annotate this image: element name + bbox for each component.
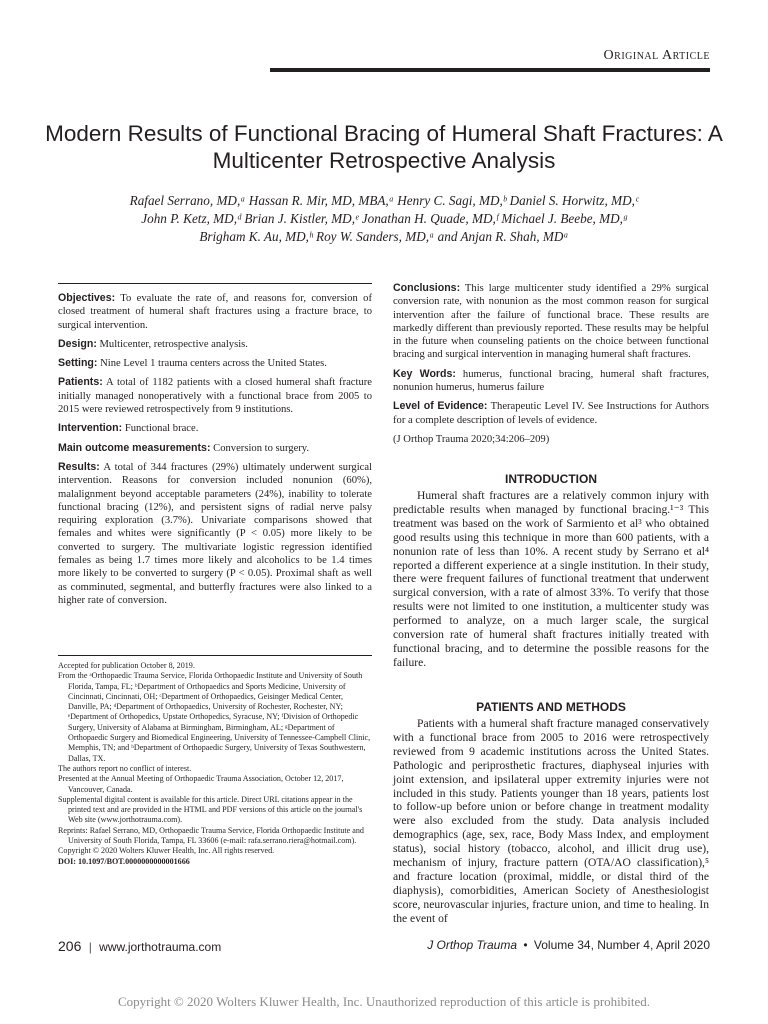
abstract-evidence: Level of Evidence: Therapeutic Level IV. See Instructions for Authors for a complete description of levels of evidence.	[393, 400, 709, 426]
abstract-objectives: Objectives: To evaluate the rate of, and reasons for, conversion of closed treatment of humeral shaft fractures using a fracture brace, to surgical intervention.	[58, 292, 372, 331]
paragraph: Patients with a humeral shaft fracture managed conservatively with a functional brace from 2005 to 2016 were retrospectively reviewed from 9 academic institutions across the United States. Pathologic and periprosthetic fractures, diaphyseal injuries with joint extension, and ipsilateral upper extremity injuries were not included in this study. Patients younger than 18 years, patients lost to follow-up before union or before change in treatment modality were also excluded from the study. Data analysis included demographics (age, sex, race, Body Mass Index, and employment status), social history (tobacco, alcohol, and illicit drug use), mechanism of injury, fracture pattern (OTA/AO classification),⁵ and fracture location (proximal, middle, or distal third of the diaphysis), comorbidities, American Society of Anesthesiologist score, neurovascular injuries, fracture union, and time to healing. In the event of	[393, 717, 709, 925]
footnote-reprints: Reprints: Rafael Serrano, MD, Orthopaedic Trauma Service, Florida Orthopaedic Institute and University of South Florida, Tampa, FL 33606 (e-mail: rafa.serrano.riera@hotmail.com).	[58, 825, 364, 846]
header-rule	[270, 68, 710, 72]
abstract-results: Results: A total of 344 fractures (29%) ultimately underwent surgical intervention. Reasons for conversion included nonunion (60%), malalignment beyond acceptable parameters (24%), inability to tolerate functional bracing (12%), and persistent signs of radial nerve palsy requiring exploration (3.7%). Univariate comparisons showed that females and whites were significantly (P < 0.05) more likely to be converted to surgery. The multivariate logistic regression identified females as being 1.7 times more likely and alcoholics to be 1.4 times more likely to be converted to surgery (P < 0.05). Proximal shaft as well as comminuted, segmental, and butterfly fractures were also linked to a higher rate of conversion.	[58, 460, 372, 606]
abstract-design: Design: Multicenter, retrospective analysis.	[58, 337, 248, 350]
abstract-patients: Patients: A total of 1182 patients with a closed humeral shaft fracture initially managed nonoperatively with a functional brace from 2005 to 2015 were reviewed retrospectively from 9 institutions.	[58, 376, 372, 416]
footnotes	[58, 661, 372, 867]
abstract-conclusions: Conclusions: This large multicenter study identified a 29% surgical conversion rate, with nonunion as the most common reason for surgical intervention after the failure of functional brace. These results are markedly different than previously reported. These results may be helpful in the future when counseling patients on the choice between functional bracing and surgical intervention in managing humeral shaft fractures.	[393, 282, 709, 361]
methods-body	[393, 717, 709, 926]
journal-website: www.jorthotrauma.com	[99, 940, 222, 954]
footnote-supplemental: Supplemental digital content is available for this article. Direct URL citations appear in the printed text and are provided in the HTML and PDF versions of this article on the journal's Web site (www.jorthotrauma.com).	[58, 794, 363, 825]
footnote-presented: Presented at the Annual Meeting of Orthopaedic Trauma Association, October 12, 2017, Vancouver, Canada.	[58, 774, 344, 794]
footnote-rule	[58, 655, 372, 656]
section-heading: INTRODUCTION	[505, 472, 597, 486]
footnote-affiliations: From the ᵃOrthopaedic Trauma Service, Florida Orthopaedic Institute and University of South Florida, Tampa, FL; ᵇDepartment of Orthopaedics and Sports Medicine, University of Cincinnati, Cincinnati, OH; ᶜDepartment of Orthopaedics, Geisinger Medical Center, Danville, PA; ᵈDepartment of Orthopaedics, University of Rochester, Rochester, NY; ᵉDepartment of Orthopedics, Upstate Orthopedics, Syracuse, NY; ᶠDivision of Orthopedic Surgery, University of Alabama at Birmingham, Birmingham, AL; ᵍDepartment of Orthopaedic Surgery and Biomedical Engineering, University of Tennessee-Campbell Clinic, Memphis, TN; and ʰDepartment of Orthopaedic Surgery, University of Texas Southwestern, Dallas, TX.	[58, 671, 371, 763]
abstract-keywords: Key Words: humerus, functional bracing, humeral shaft fractures, nonunion humerus, humerus failure	[393, 367, 710, 394]
footnote-doi: DOI: 10.1097/BOT.0000000000001666	[58, 856, 190, 866]
abstract-intervention: Intervention: Functional brace.	[58, 422, 199, 435]
footnote-accepted: Accepted for publication October 8, 2019.	[58, 661, 195, 670]
abstract-outcome: Main outcome measurements: Conversion to surgery.	[58, 441, 310, 454]
abstract-top-rule	[58, 283, 372, 284]
footnote-conflict: The authors report no conflict of interest.	[58, 763, 192, 773]
page-footer-left: 206 | www.jorthotrauma.com	[58, 938, 222, 954]
page-number: 206	[58, 938, 82, 954]
author-list	[40, 192, 728, 246]
page-footer-right: J Orthop Trauma • Volume 34, Number 4, April 2020	[427, 938, 710, 952]
abstract-right	[393, 282, 709, 452]
introduction-body	[393, 489, 709, 670]
author-line: John P. Ketz, MD,ᵈ Brian J. Kistler, MD,ᵉ Jonathan H. Quade, MD,ᶠ Michael J. Beebe, MD,ᵍ	[141, 211, 627, 226]
article-title: Modern Results of Functional Bracing of Humeral Shaft Fractures: A Multicenter Retrospective Analysis	[45, 121, 723, 173]
footnote-copyright: Copyright © 2020 Wolters Kluwer Health, Inc. All rights reserved.	[58, 846, 275, 856]
copyright-notice: Copyright © 2020 Wolters Kluwer Health, Inc. Unauthorized reproduction of this article is prohibited.	[117, 994, 651, 1009]
section-label: Original Article	[603, 48, 710, 63]
journal-name: J Orthop Trauma	[427, 938, 517, 952]
author-line: Brigham K. Au, MD,ʰ Roy W. Sanders, MD,ᵃ and Anjan R. Shah, MDᵃ	[199, 229, 569, 244]
abstract-left	[58, 292, 372, 613]
abstract-setting: Setting: Nine Level 1 trauma centers across the United States.	[58, 357, 327, 370]
abstract-citation: (J Orthop Trauma 2020;34:206–209)	[393, 433, 550, 445]
journal-issue: Volume 34, Number 4, April 2020	[533, 938, 710, 952]
methods-section	[393, 700, 709, 926]
introduction-section	[393, 472, 709, 670]
paragraph: Humeral shaft fractures are a relatively common injury with predictable results when managed by functional bracing.¹⁻³ This treatment was based on the work of Sarmiento et al³ who obtained good results using this technique in more than 600 patients, with a nonunion rate of less than 10%. A recent study by Serrano et al⁴ reported a different experience at a single institution. In their study, there were frequent failures of functional treatment that underwent surgical conversion, with a rate of almost 33%. To verify that those results were not limited to one institution, a multicenter study was performed to analyze, on a much larger scale, the surgical conversion rate of humeral shaft fractures initially treated with functional bracing, and to determine the possible reasons for the failure.	[393, 489, 709, 669]
author-line: Rafael Serrano, MD,ᵃ Hassan R. Mir, MD, MBA,ᵃ Henry C. Sagi, MD,ᵇ Daniel S. Horwitz, MD,ᶜ	[129, 193, 639, 208]
section-heading: PATIENTS AND METHODS	[476, 700, 626, 714]
